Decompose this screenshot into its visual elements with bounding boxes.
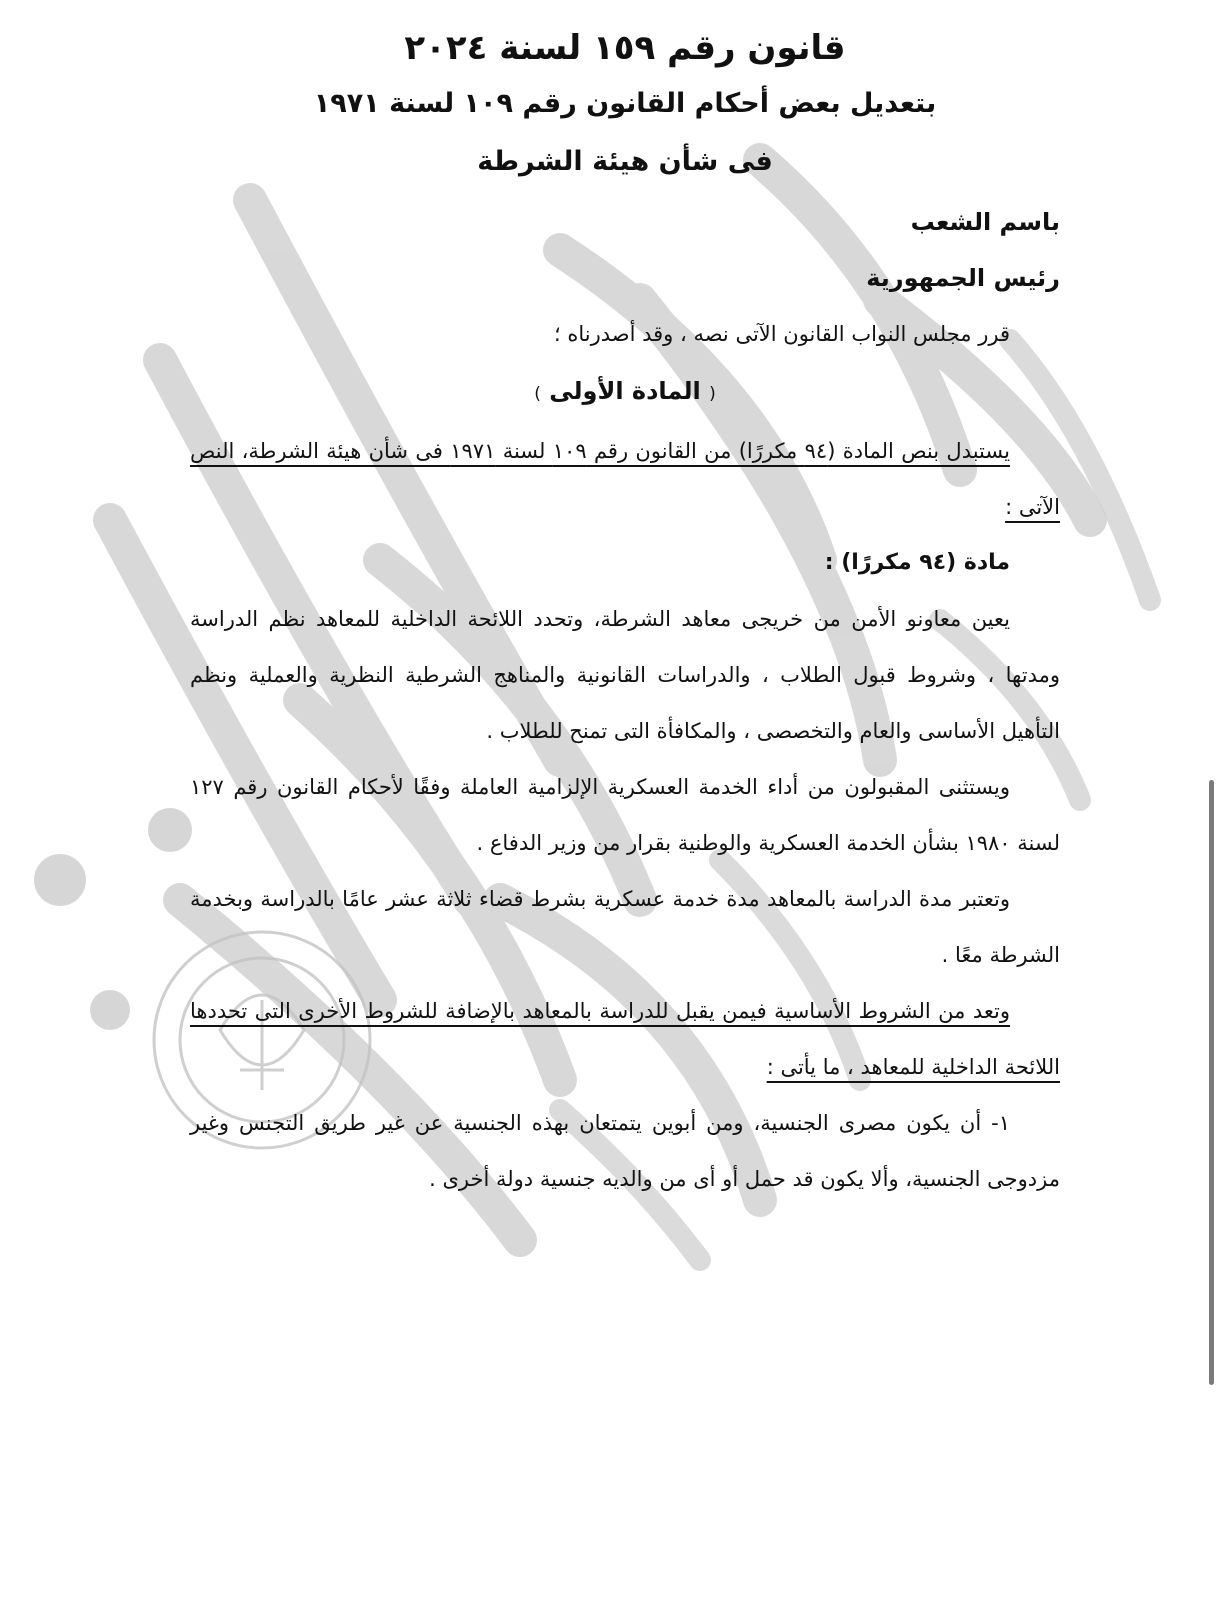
article-1-heading: [190, 362, 1060, 423]
paragraph-4-underlined: وتعد من الشروط الأساسية فيمن يقبل للدراسة بالمعاهد بالإضافة للشروط الأخرى التى تحددها اللائحة الداخلية للمعاهد ، ما يأتى :: [190, 999, 1060, 1079]
condition-item-1: ١- أن يكون مصرى الجنسية، ومن أبوين يتمتعان بهذه الجنسية عن غير طريق التجنس وغير مزدوجى الجنسية، وألا يكون قد حمل أو أى من والديه جنسية دولة أخرى .: [190, 1111, 1060, 1191]
article-94-title: مادة (٩٤ مكررًا) :: [824, 550, 1010, 575]
paragraph-2: ويستثنى المقبولون من أداء الخدمة العسكرية الإلزامية العاملة وفقًا لأحكام القانون رقم ١٢٧ لسنة ١٩٨٠ بشأن الخدمة العسكرية والوطنية بقرار من وزير الدفاع .: [190, 775, 1060, 855]
paragraph-4: [190, 983, 1060, 1095]
article-1-text: [190, 423, 1060, 535]
law-subtitle: بتعديل بعض أحكام القانون رقم ١٠٩ لسنة ١٩٧١: [313, 88, 937, 119]
article-1-text-underlined: يستبدل بنص المادة (٩٤ مكررًا) من القانون رقم ١٠٩ لسنة ١٩٧١ فى شأن هيئة الشرطة، النص الآتى :: [190, 439, 1060, 519]
paragraph-3: وتعتبر مدة الدراسة بالمعاهد مدة خدمة عسكرية بشرط قضاء ثلاثة عشر عامًا بالدراسة وبخدمة الشرطة معًا .: [190, 887, 1060, 967]
article-1-paren-open: (: [709, 384, 716, 404]
watermark-dots: [34, 808, 192, 1030]
president-heading: رئيس الجمهورية: [866, 264, 1060, 292]
vertical-scrollbar[interactable]: [1209, 780, 1214, 1385]
law-title: قانون رقم ١٥٩ لسنة ٢٠٢٤: [404, 28, 846, 68]
document-body: [190, 22, 1060, 1207]
article-1-paren-close: ): [534, 384, 541, 404]
law-subtitle-2: فى شأن هيئة الشرطة: [477, 146, 773, 177]
in-the-name-heading: باسم الشعب: [910, 208, 1060, 236]
article-1-title: المادة الأولى: [549, 377, 701, 405]
preamble-text: قرر مجلس النواب القانون الآتى نصه ، وقد أصدرناه ؛: [554, 322, 1010, 346]
paragraph-1: يعين معاونو الأمن من خريجى معاهد الشرطة، وتحدد اللائحة الداخلية للمعاهد نظم الدراسة ومدتها ، وشروط قبول الطلاب ، والدراسات القانونية والمناهج الشرطية النظرية والعملية ونظم التأهيل الأساسى والعام والتخصصى ، والمكافأة التى تمنح للطلاب .: [190, 607, 1060, 743]
